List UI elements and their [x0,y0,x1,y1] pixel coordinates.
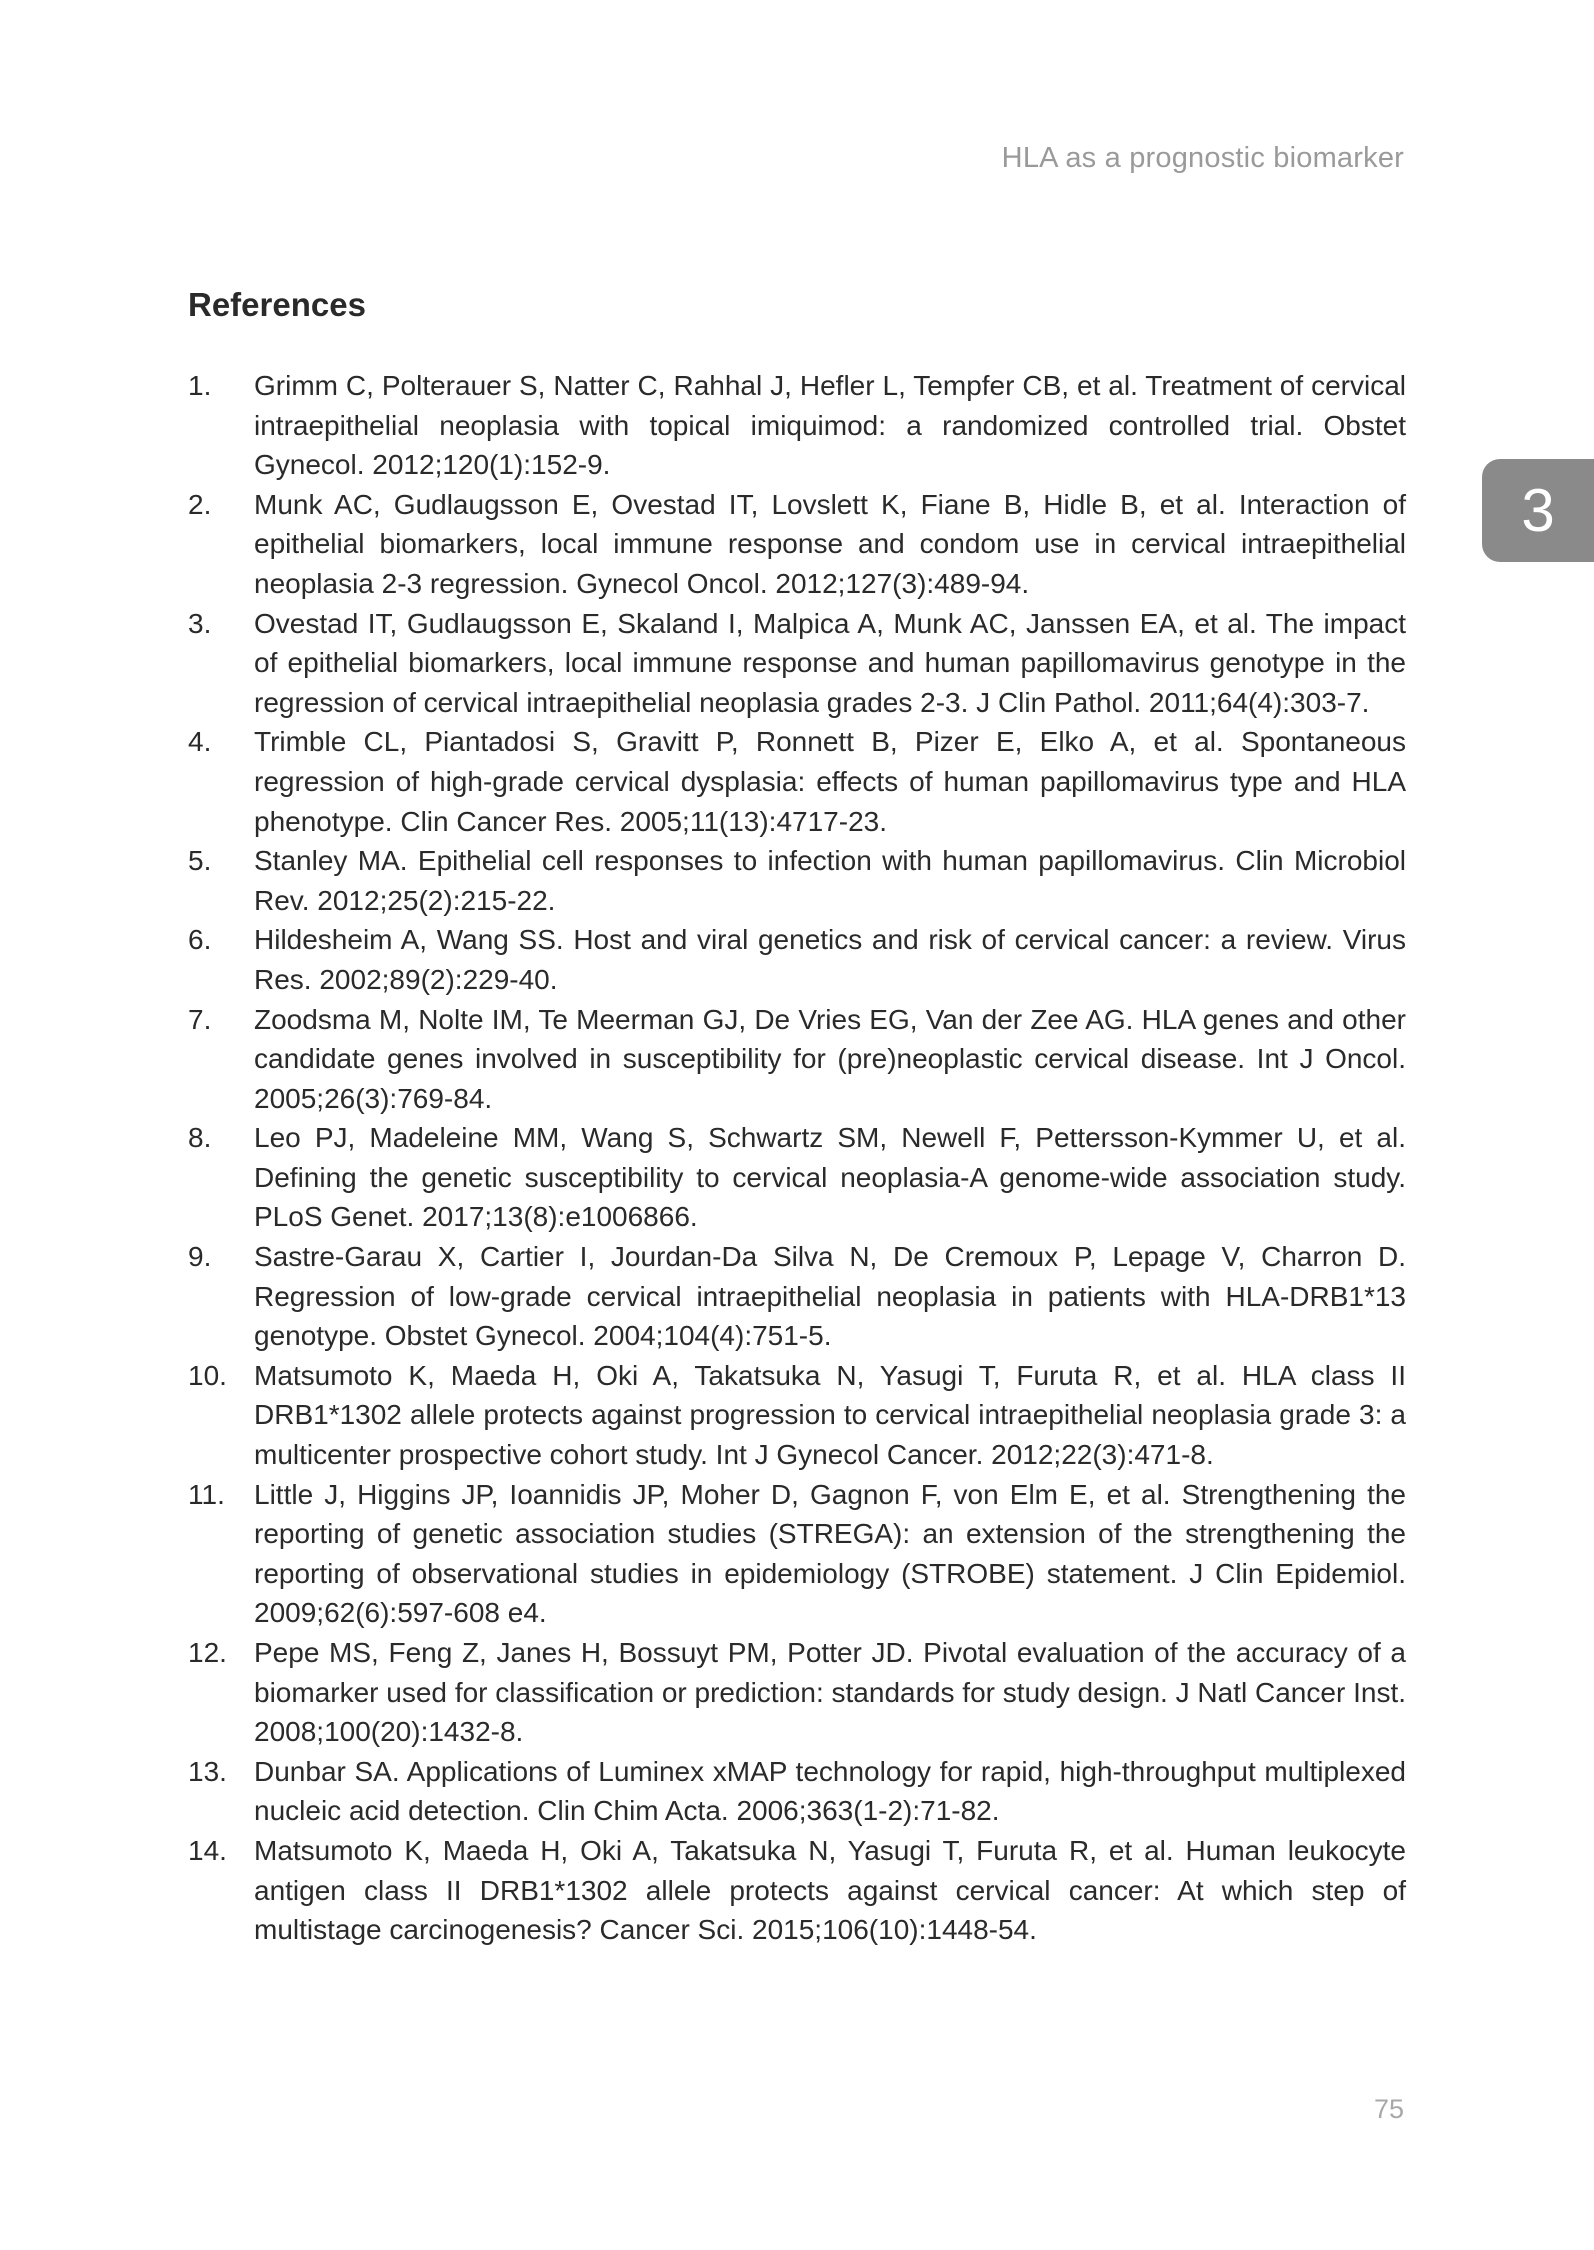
reference-text: Zoodsma M, Nolte IM, Te Meerman GJ, De Vries EG, Van der Zee AG. HLA genes and other candidate genes involved in susceptibility for (pre)neoplastic cervical disease. Int J Oncol. 2005;26(3):769-84. [254,1003,1406,1114]
section-title: References [188,286,366,323]
reference-number: 3. [188,607,212,639]
reference-number: 4. [188,726,212,758]
reference-text: Stanley MA. Epithelial cell responses to infection with human papillomavirus. Clin Microbiol Rev. 2012;25(2):215-22. [254,845,1406,916]
reference-number: 6. [188,924,212,956]
reference-item [188,1000,1406,1119]
reference-number: 10. [188,1359,227,1391]
reference-item [188,1356,1406,1475]
reference-text: Pepe MS, Feng Z, Janes H, Bossuyt PM, Potter JD. Pivotal evaluation of the accuracy of a biomarker used for classification or prediction: standards for study design. J Natl Cancer Inst. 2008;100(20):1432-8. [254,1637,1406,1748]
reference-number: 9. [188,1241,212,1273]
reference-item [188,841,1406,920]
reference-number: 2. [188,488,212,520]
reference-text: Dunbar SA. Applications of Luminex xMAP technology for rapid, high-throughput multiplexed nucleic acid detection. Clin Chim Acta. 2006;363(1-2):71-82. [254,1755,1406,1827]
running-head-title: HLA as a prognostic biomarker [1001,142,1404,174]
reference-item [188,1831,1406,1950]
reference-list [188,366,1406,1950]
reference-number: 5. [188,845,212,877]
reference-text: Ovestad IT, Gudlaugsson E, Skaland I, Malpica A, Munk AC, Janssen EA, et al. The impact of epithelial biomarkers, local immune response and human papillomavirus genotype in the regression of cervical intraepithelial neoplasia grades 2-3. J Clin Pathol. 2011;64(4):303-7. [254,607,1406,718]
chapter-tab [1482,459,1594,562]
reference-number: 1. [188,370,212,401]
reference-text: Matsumoto K, Maeda H, Oki A, Takatsuka N, Yasugi T, Furuta R, et al. Human leukocyte antigen class II DRB1*1302 allele protects against cervical cancer: At which step of multistage carcinogenesis? Cancer Sci. 2015;106(10):1448-54. [254,1834,1406,1946]
reference-item [188,722,1406,841]
reference-item [188,920,1406,999]
reference-item [188,485,1406,604]
reference-number: 12. [188,1637,227,1668]
reference-item [188,1752,1406,1831]
reference-item [188,366,1406,485]
reference-text: Matsumoto K, Maeda H, Oki A, Takatsuka N, Yasugi T, Furuta R, et al. HLA class II DRB1*1302 allele protects against progression to cervical intraepithelial neoplasia grade 3: a multicenter prospective cohort study. Int J Gynecol Cancer. 2012;22(3):471-8. [254,1359,1406,1471]
reference-item [188,604,1406,723]
reference-text: Hildesheim A, Wang SS. Host and viral genetics and risk of cervical cancer: a review. Virus Res. 2002;89(2):229-40. [254,924,1406,995]
reference-text: Leo PJ, Madeleine MM, Wang S, Schwartz SM, Newell F, Pettersson-Kymmer U, et al. Defining the genetic susceptibility to cervical neoplasia-A genome-wide association study. PLoS Genet. 2017;13(8):e1006866. [254,1122,1406,1233]
reference-number: 13. [188,1755,227,1787]
reference-text: Trimble CL, Piantadosi S, Gravitt P, Ronnett B, Pizer E, Elko A, et al. Spontaneous regression of high-grade cervical dysplasia: effects of human papillomavirus type and HLA phenotype. Clin Cancer Res. 2005;11(13):4717-23. [254,726,1406,837]
reference-item [188,1633,1406,1752]
reference-text: Little J, Higgins JP, Ioannidis JP, Moher D, Gagnon F, von Elm E, et al. Strengthening the reporting of genetic association studies (STREGA): an extension of the strengthening the reporting of observational studies in epidemiology (STROBE) statement. J Clin Epidemiol. 2009;62(6):597-608 e4. [254,1478,1406,1629]
chapter-number: 3 [1521,477,1555,544]
reference-number: 7. [188,1003,212,1035]
reference-text: Grimm C, Polterauer S, Natter C, Rahhal J, Hefler L, Tempfer CB, et al. Treatment of cervical intraepithelial neoplasia with topical imiquimod: a randomized controlled trial. Obstet Gynecol. 2012;120(1):152-9. [254,370,1406,481]
reference-text: Munk AC, Gudlaugsson E, Ovestad IT, Lovslett K, Fiane B, Hidle B, et al. Interaction of epithelial biomarkers, local immune response and condom use in cervical intraepithelial neoplasia 2-3 regression. Gynecol Oncol. 2012;127(3):489-94. [254,488,1406,599]
reference-item [188,1475,1406,1633]
reference-item [188,1237,1406,1356]
reference-text: Sastre-Garau X, Cartier I, Jourdan-Da Silva N, De Cremoux P, Lepage V, Charron D. Regression of low-grade cervical intraepithelial neoplasia in patients with HLA-DRB1*13 genotype. Obstet Gynecol. 2004;104(4):751-5. [254,1241,1406,1352]
reference-item [188,1118,1406,1237]
reference-number: 8. [188,1122,212,1154]
page-number: 75 [1373,2094,1404,2124]
reference-number: 14. [188,1834,227,1866]
reference-number: 11. [188,1478,225,1510]
